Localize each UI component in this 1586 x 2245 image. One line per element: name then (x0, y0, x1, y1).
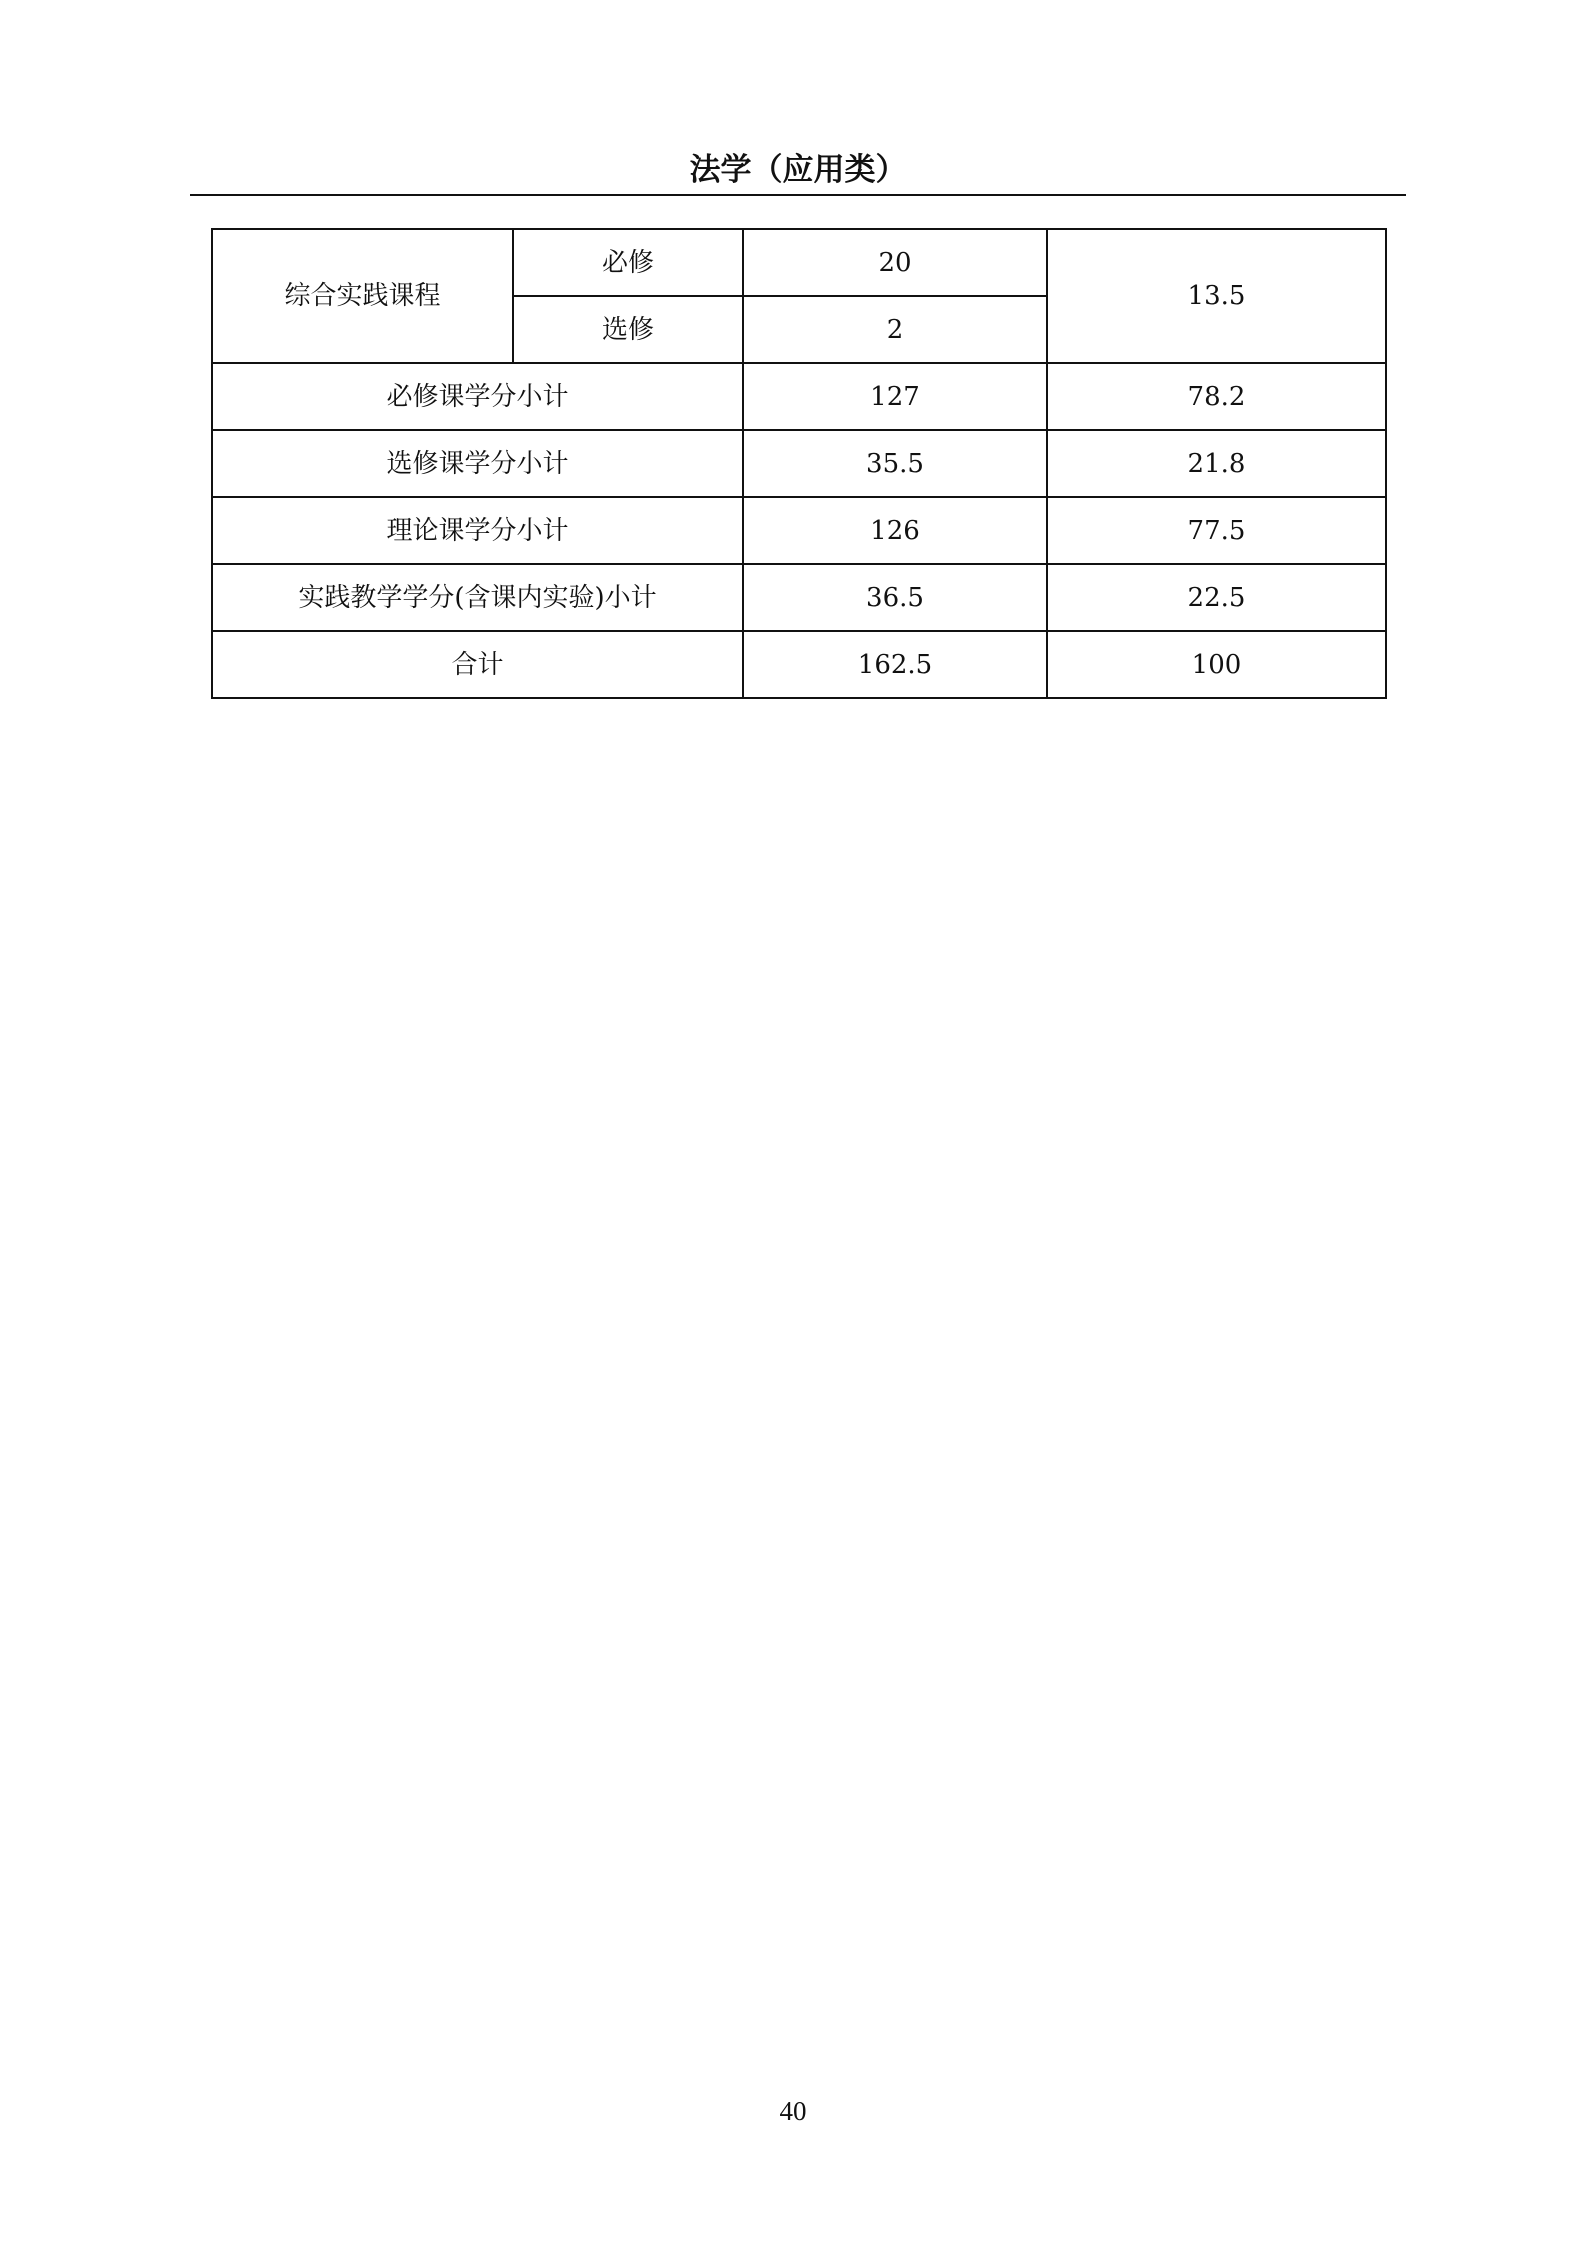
table-row (212, 564, 1386, 631)
row-label-cell: 选修课学分小计 (212, 430, 743, 497)
table-row (212, 430, 1386, 497)
percent-cell: 13.5 (1047, 229, 1386, 363)
page-number: 40 (779, 2096, 807, 2126)
percent-cell: 100 (1047, 631, 1386, 698)
table-row (212, 631, 1386, 698)
category-cell: 综合实践课程 (212, 229, 513, 363)
percent-cell: 22.5 (1047, 564, 1386, 631)
credits-cell: 20 (743, 229, 1047, 296)
table-row (212, 363, 1386, 430)
credits-cell: 2 (743, 296, 1047, 363)
page-header-title: 法学（应用类） (689, 152, 907, 188)
subcategory-cell: 选修 (513, 296, 743, 363)
table-row (212, 229, 1386, 296)
credits-cell: 127 (743, 363, 1047, 430)
percent-cell: 77.5 (1047, 497, 1386, 564)
percent-cell: 21.8 (1047, 430, 1386, 497)
table-row (212, 497, 1386, 564)
credits-cell: 126 (743, 497, 1047, 564)
percent-cell: 78.2 (1047, 363, 1386, 430)
credits-cell: 36.5 (743, 564, 1047, 631)
row-label-cell: 实践教学学分(含课内实验)小计 (212, 564, 743, 631)
credits-cell: 162.5 (743, 631, 1047, 698)
header-rule (190, 194, 1406, 196)
credits-cell: 35.5 (743, 430, 1047, 497)
credits-table (211, 228, 1387, 699)
row-label-cell: 必修课学分小计 (212, 363, 743, 430)
row-label-cell: 合计 (212, 631, 743, 698)
row-label-cell: 理论课学分小计 (212, 497, 743, 564)
subcategory-cell: 必修 (513, 229, 743, 296)
